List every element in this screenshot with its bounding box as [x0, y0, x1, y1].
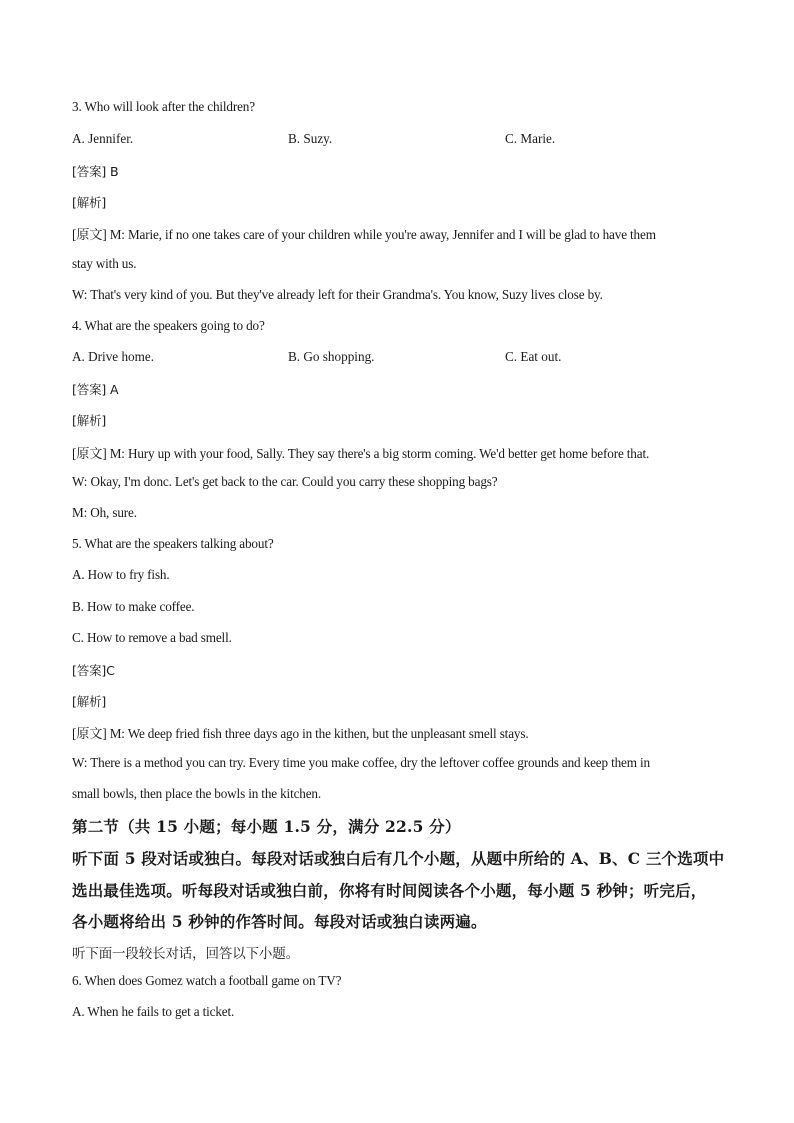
- q4-transcript-line-2: W: Okay, I'm donc. Let's get back to the car. Could you carry these shopping bags?: [72, 474, 498, 489]
- q3-option-a: A. Jennifer.: [72, 131, 134, 146]
- section-2-instruction-line-2: 选出最佳选项。听每段对话或独白前，你将有时间阅读各个小题，每小题 5 秒钟；听完后，: [72, 881, 707, 900]
- section-2-instruction-line-3: 各小题将给出 5 秒钟的作答时间。每段对话或独白读两遍。: [72, 912, 487, 931]
- q3-analysis: [解析]: [72, 195, 107, 210]
- q3-transcript-line-1: [原文] M: Marie, if no one takes care of your children while you're away, Jennifer and I will be glad to have them: [72, 227, 656, 242]
- q4-transcript-line-3: M: Oh, sure.: [72, 505, 137, 520]
- q5-analysis: [解析]: [72, 694, 107, 709]
- section-2-sub-instruction: 听下面一段较长对话，回答以下小题。: [72, 946, 299, 962]
- question-3: 3. Who will look after the children?: [72, 99, 255, 114]
- q5-option-c: C. How to remove a bad smell.: [72, 630, 232, 645]
- question-5: 5. What are the speakers talking about?: [72, 536, 274, 551]
- q3-answer: [答案] B: [72, 164, 119, 179]
- q5-option-a: A. How to fry fish.: [72, 567, 170, 582]
- q4-option-c: C. Eat out.: [505, 349, 562, 364]
- q5-option-b: B. How to make coffee.: [72, 599, 195, 614]
- q4-answer: [答案] A: [72, 382, 119, 397]
- q3-option-c: C. Marie.: [505, 131, 556, 146]
- q3-transcript-line-2: stay with us.: [72, 256, 137, 271]
- q4-analysis: [解析]: [72, 413, 107, 428]
- q5-transcript-line-1: [原文] M: We deep fried fish three days ago in the kithen, but the unpleasant smell stays.: [72, 726, 529, 741]
- section-2-instruction-line-1: 听下面 5 段对话或独白。每段对话或独白后有几个小题，从题中所给的 A、B、C 三个选项中: [72, 849, 725, 868]
- q5-transcript-line-2: W: There is a method you can try. Every time you make coffee, dry the leftover coffee grounds and keep them in: [72, 755, 650, 770]
- question-6: 6. When does Gomez watch a football game on TV?: [72, 973, 342, 988]
- q3-transcript-line-3: W: That's very kind of you. But they've already left for their Grandma's. You know, Suzy lives close by.: [72, 287, 603, 302]
- q6-option-a: A. When he fails to get a ticket.: [72, 1004, 235, 1019]
- q4-option-a: A. Drive home.: [72, 349, 155, 364]
- q4-transcript-line-1: [原文] M: Hury up with your food, Sally. They say there's a big storm coming. We'd better get home before that.: [72, 446, 650, 461]
- q3-option-b: B. Suzy.: [288, 131, 333, 146]
- question-4: 4. What are the speakers going to do?: [72, 318, 265, 333]
- q4-option-b: B. Go shopping.: [288, 349, 375, 364]
- q5-answer: [答案]C: [72, 663, 115, 678]
- section-2-heading: 第二节（共 15 小题；每小题 1.5 分，满分 22.5 分）: [72, 817, 461, 836]
- q5-transcript-line-3: small bowls, then place the bowls in the kitchen.: [72, 786, 322, 801]
